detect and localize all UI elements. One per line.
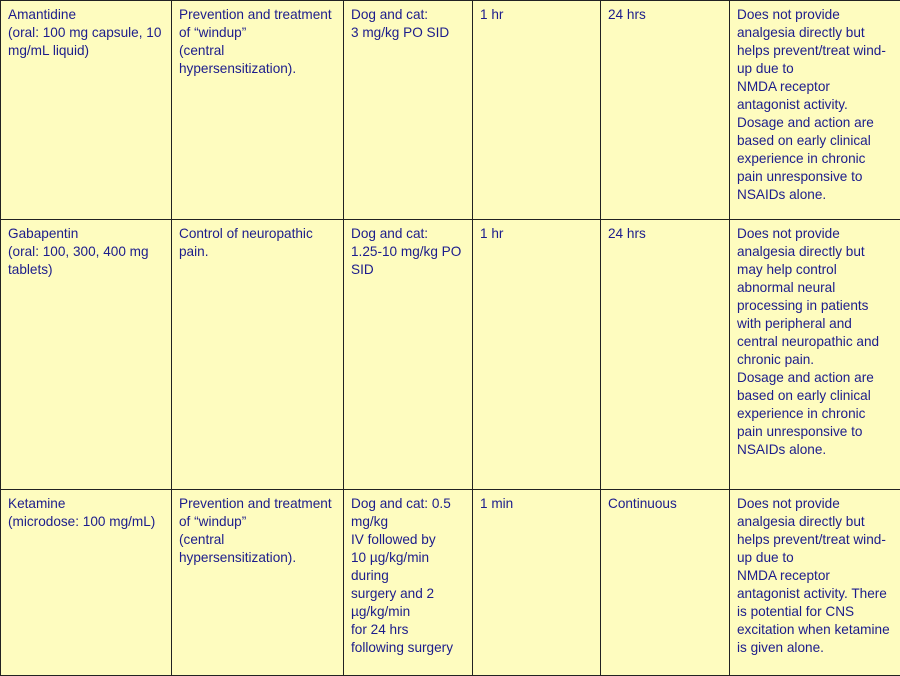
indication-text: Prevention and treatment of “windup” (central hypersensitization). xyxy=(179,495,336,567)
notes-text: Does not provide analgesia directly but helps prevent/treat wind-up due to NMDA receptor antagonist activity. Dosage and action are based on early clinical experience in chronic pain unresponsive to NSAIDs alone. xyxy=(737,6,893,204)
duration-cell xyxy=(601,1,730,220)
onset-cell xyxy=(473,220,601,490)
onset-text: 1 hr xyxy=(480,6,593,24)
drug-text: Amantidine (oral: 100 mg capsule, 10 mg/mL liquid) xyxy=(8,6,164,60)
notes-cell xyxy=(730,490,900,676)
duration-cell xyxy=(601,220,730,490)
notes-cell xyxy=(730,1,900,220)
dose-cell xyxy=(344,1,473,220)
table-row xyxy=(1,1,900,220)
duration-cell xyxy=(601,490,730,676)
table-row xyxy=(1,490,900,676)
indication-cell xyxy=(172,220,344,490)
drug-cell xyxy=(1,490,172,676)
notes-text: Does not provide analgesia directly but may help control abnormal neural processing in patients with peripheral and central neuropathic and chronic pain. Dosage and action are based on early clinical experience in chronic pain unresponsive to NSAIDs alone. xyxy=(737,225,893,459)
drug-cell xyxy=(1,220,172,490)
indication-text: Prevention and treatment of “windup” (central hypersensitization). xyxy=(179,6,336,78)
notes-text: Does not provide analgesia directly but helps prevent/treat wind-up due to NMDA receptor antagonist activity. There is potential for CNS excitation when ketamine is given alone. xyxy=(737,495,893,657)
dose-text: Dog and cat: 3 mg/kg PO SID xyxy=(351,6,465,42)
table-row xyxy=(1,220,900,490)
drug-cell xyxy=(1,1,172,220)
dose-cell xyxy=(344,490,473,676)
notes-cell xyxy=(730,220,900,490)
onset-text: 1 hr xyxy=(480,225,593,243)
drug-text: Ketamine (microdose: 100 mg/mL) xyxy=(8,495,164,531)
dose-cell xyxy=(344,220,473,490)
onset-cell xyxy=(473,1,601,220)
dose-text: Dog and cat: 1.25-10 mg/kg PO SID xyxy=(351,225,465,279)
onset-text: 1 min xyxy=(480,495,593,513)
dose-text: Dog and cat: 0.5 mg/kg IV followed by 10 µg/kg/min during surgery and 2 µg/kg/min for 24 hrs following surgery xyxy=(351,495,465,657)
duration-text: 24 hrs xyxy=(608,225,722,243)
drug-text: Gabapentin (oral: 100, 300, 400 mg tablets) xyxy=(8,225,164,279)
onset-cell xyxy=(473,490,601,676)
indication-cell xyxy=(172,490,344,676)
duration-text: 24 hrs xyxy=(608,6,722,24)
indication-cell xyxy=(172,1,344,220)
indication-text: Control of neuropathic pain. xyxy=(179,225,336,261)
duration-text: Continuous xyxy=(608,495,722,513)
